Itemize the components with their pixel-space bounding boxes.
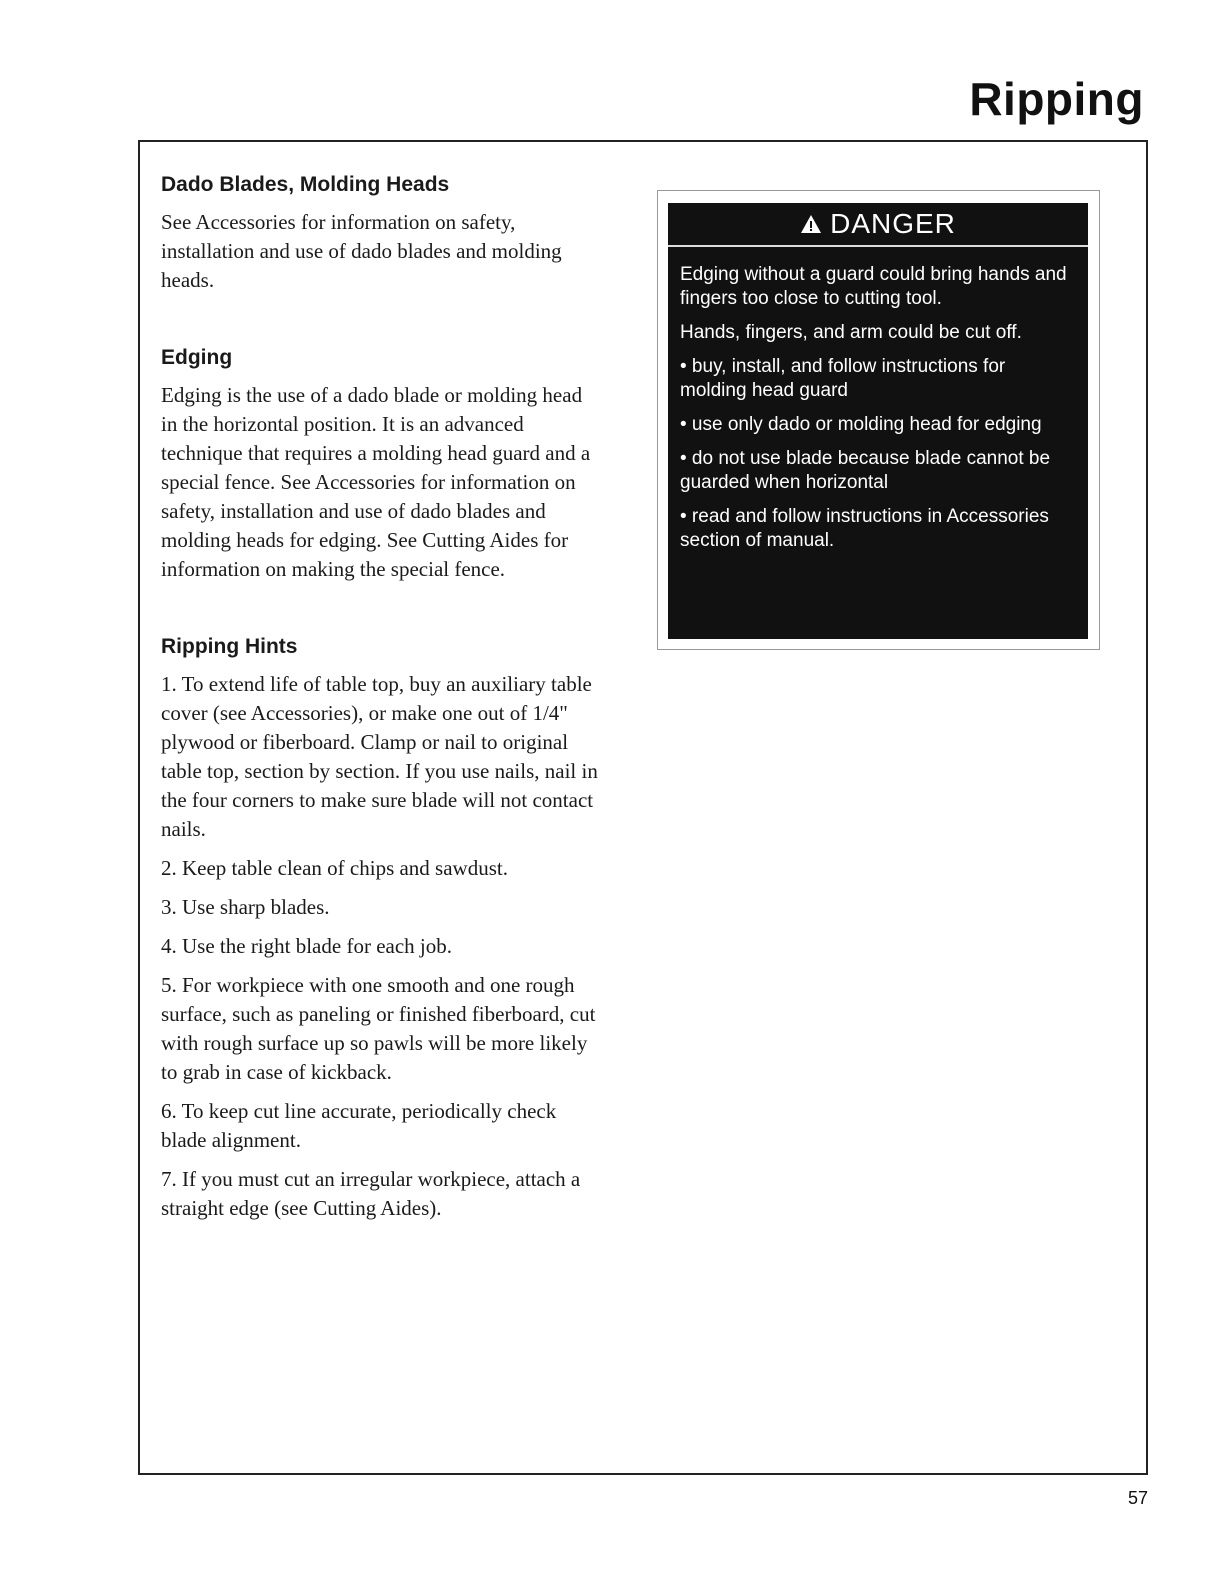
section-body-edging: Edging is the use of a dado blade or molding head in the horizontal position. It is an advanced technique that requires a molding head guard and a special fence. See Accessories for information on safety, installation and use of dado blades and molding heads for edging. See Cutting Aides for information on making the special fence. bbox=[161, 383, 591, 581]
list-item: 6. To keep cut line accurate, periodically check blade alignment. bbox=[161, 1099, 557, 1152]
danger-bullet: • use only dado or molding head for edging bbox=[680, 414, 1042, 435]
list-item: 5. For workpiece with one smooth and one rough surface, such as paneling or finished fiberboard, cut with rough surface up so pawls will be more likely to grab in case of kickback. bbox=[161, 973, 596, 1084]
section-heading-dado: Dado Blades, Molding Heads bbox=[161, 173, 450, 196]
danger-bullet: • do not use blade because blade cannot be guarded when horizontal bbox=[680, 448, 1051, 493]
warning-triangle-icon bbox=[800, 214, 822, 234]
danger-bullet: • buy, install, and follow instructions for molding head guard bbox=[680, 356, 1006, 401]
hints-list bbox=[161, 670, 601, 1223]
list-item: 4. Use the right blade for each job. bbox=[161, 934, 452, 958]
danger-bullet: • read and follow instructions in Accessories section of manual. bbox=[680, 506, 1049, 551]
danger-body bbox=[668, 247, 1088, 553]
section-heading-edging: Edging bbox=[161, 346, 233, 369]
page-title: Ripping bbox=[969, 73, 1144, 125]
list-item: 7. If you must cut an irregular workpiece, attach a straight edge (see Cutting Aides). bbox=[161, 1167, 581, 1220]
section-edging bbox=[161, 343, 601, 584]
section-ripping-hints bbox=[161, 632, 601, 1223]
section-heading-hints: Ripping Hints bbox=[161, 635, 298, 658]
danger-title: DANGER bbox=[830, 208, 956, 239]
list-item: 3. Use sharp blades. bbox=[161, 895, 330, 919]
page-number: 57 bbox=[1127, 1488, 1148, 1508]
danger-label bbox=[668, 203, 1088, 639]
danger-paragraph: Edging without a guard could bring hands and fingers too close to cutting tool. bbox=[680, 264, 1067, 309]
danger-header bbox=[668, 203, 1088, 247]
list-item: 2. Keep table clean of chips and sawdust. bbox=[161, 856, 508, 880]
main-text-column bbox=[161, 170, 601, 1271]
danger-paragraph: Hands, fingers, and arm could be cut off. bbox=[680, 322, 1022, 343]
section-body-dado: See Accessories for information on safety, installation and use of dado blades and molding heads. bbox=[161, 210, 562, 292]
list-item: 1. To extend life of table top, buy an auxiliary table cover (see Accessories), or make one out of 1/4" plywood or fiberboard. Clamp or nail to original table top, section by section. If you use nails, nail in the four corners to make sure blade will not contact nails. bbox=[161, 672, 598, 841]
section-dado bbox=[161, 170, 601, 295]
